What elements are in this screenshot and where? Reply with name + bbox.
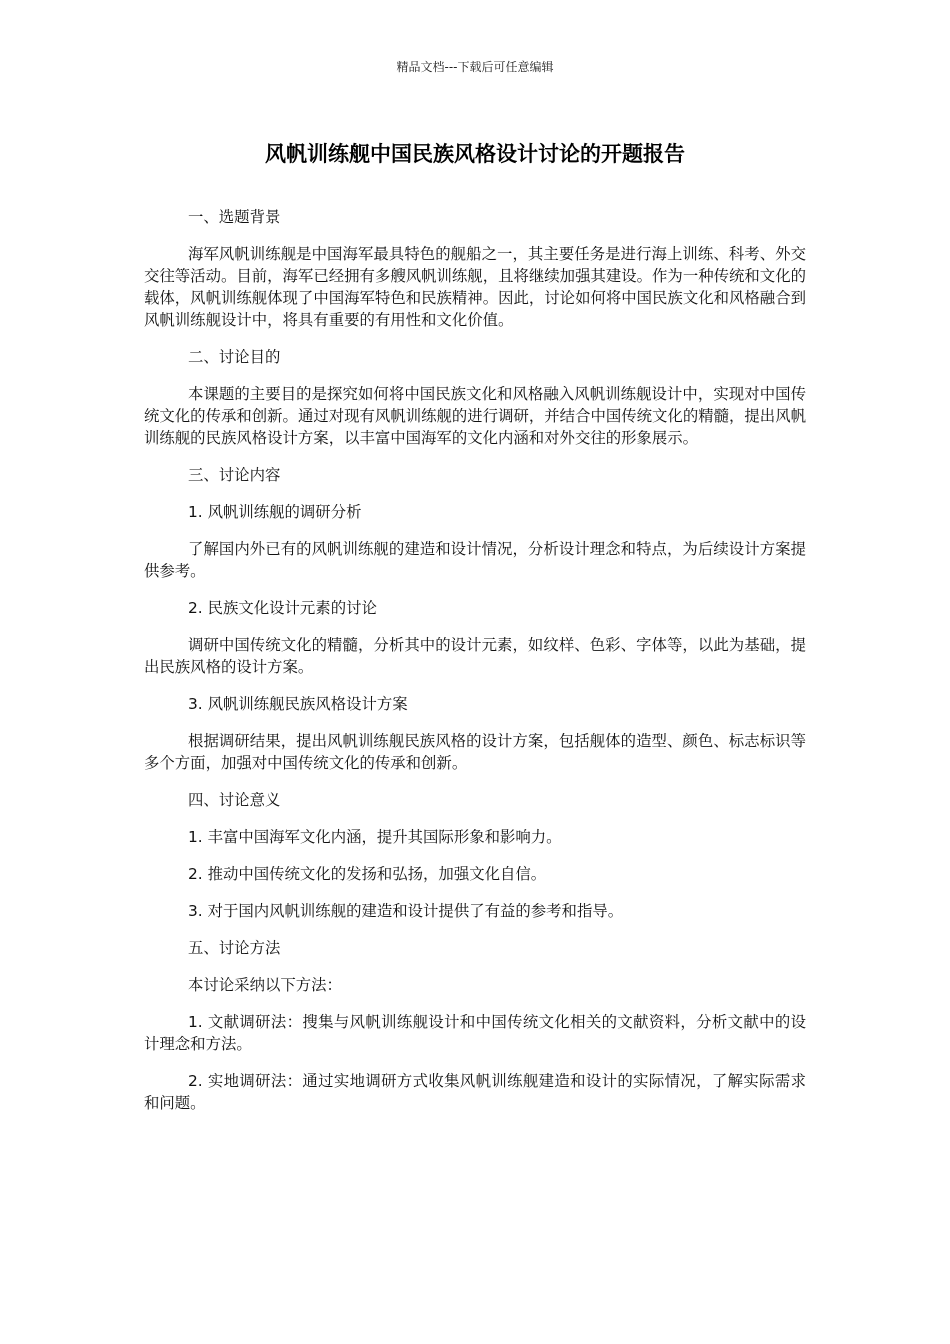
list-item-significance-2: 2. 推动中国传统文化的发扬和弘扬，加强文化自信。 xyxy=(188,865,547,883)
section-heading-content: 三、讨论内容 xyxy=(188,466,281,484)
subheading-design-plan: 3. 风帆训练舰民族风格设计方案 xyxy=(188,695,408,713)
paragraph-culture-elements: 调研中国传统文化的精髓，分析其中的设计元素，如纹样、色彩、字体等，以此为基础，提出民族风格的设计方案。 xyxy=(144,636,806,676)
section-heading-significance: 四、讨论意义 xyxy=(188,791,281,809)
section-heading-background: 一、选题背景 xyxy=(188,208,281,226)
list-item-significance-3: 3. 对于国内风帆训练舰的建造和设计提供了有益的参考和指导。 xyxy=(188,902,624,920)
paragraph-background: 海军风帆训练舰是中国海军最具特色的舰船之一，其主要任务是进行海上训练、科考、外交交往等活动。目前，海军已经拥有多艘风帆训练舰，且将继续加强其建设。作为一种传统和文化的载体，风帆训练舰体现了中国海军特色和民族精神。因此，讨论如何将中国民族文化和风格融合到风帆训练舰设计中，将具有重要的有用性和文化价值。 xyxy=(144,245,806,329)
section-heading-purpose: 二、讨论目的 xyxy=(188,348,281,366)
document-title: 风帆训练舰中国民族风格设计讨论的开题报告 xyxy=(265,142,685,166)
paragraph-methods-intro: 本讨论采纳以下方法： xyxy=(188,976,342,994)
paragraph-design-plan: 根据调研结果，提出风帆训练舰民族风格的设计方案，包括舰体的造型、颜色、标志标识等多个方面，加强对中国传统文化的传承和创新。 xyxy=(144,732,806,772)
list-item-method-2: 2. 实地调研法：通过实地调研方式收集风帆训练舰建造和设计的实际情况，了解实际需求和问题。 xyxy=(144,1072,806,1112)
paragraph-research-analysis: 了解国内外已有的风帆训练舰的建造和设计情况，分析设计理念和特点，为后续设计方案提供参考。 xyxy=(144,540,806,580)
paragraph-purpose: 本课题的主要目的是探究如何将中国民族文化和风格融入风帆训练舰设计中，实现对中国传统文化的传承和创新。通过对现有风帆训练舰的进行调研，并结合中国传统文化的精髓，提出风帆训练舰的民族风格设计方案，以丰富中国海军的文化内涵和对外交往的形象展示。 xyxy=(144,385,806,447)
list-item-method-1: 1. 文献调研法：搜集与风帆训练舰设计和中国传统文化相关的文献资料，分析文献中的设计理念和方法。 xyxy=(144,1013,806,1053)
subheading-research-analysis: 1. 风帆训练舰的调研分析 xyxy=(188,503,362,521)
document-body xyxy=(144,206,806,1129)
section-heading-methods: 五、讨论方法 xyxy=(188,939,281,957)
list-item-significance-1: 1. 丰富中国海军文化内涵，提升其国际形象和影响力。 xyxy=(188,828,562,846)
subheading-culture-elements: 2. 民族文化设计元素的讨论 xyxy=(188,599,377,617)
header-note: 精品文档---下载后可任意编辑 xyxy=(396,60,554,74)
